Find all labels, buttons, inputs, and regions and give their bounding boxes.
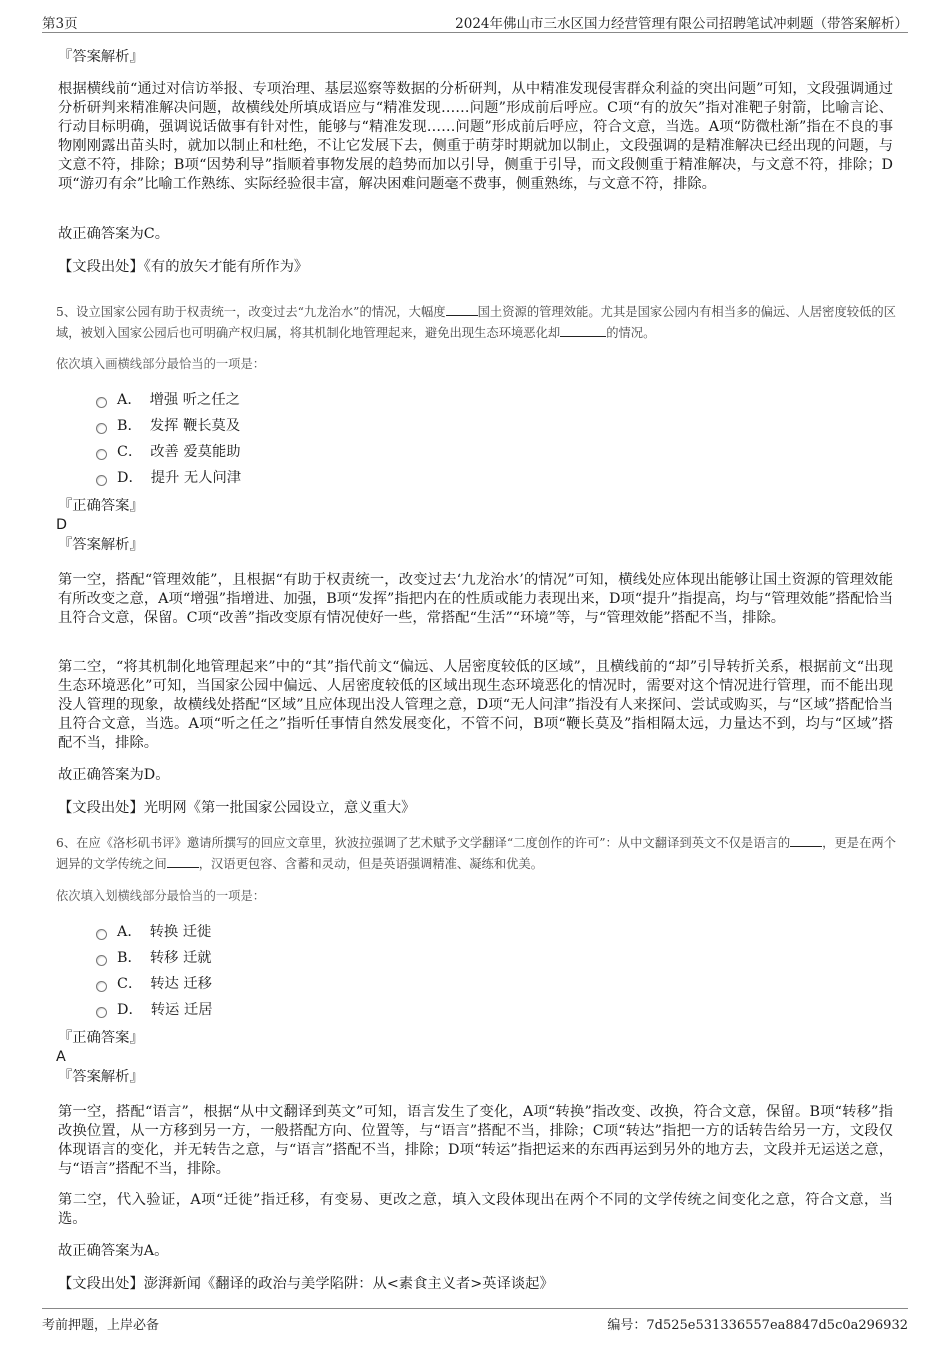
- q6-stem: 6、在应《洛杉矶书评》邀请所撰写的回应文章里，狄波拉强调了艺术赋予文学翻译“二度创作的许可”：从中文翻译到英文不仅是语言的 ，更是在两个迥异的文学传统之间 ，汉语更包容、含蓄和灵动，但是英语强调精准、凝练和优美。: [56, 836, 896, 871]
- radio-button-icon[interactable]: [96, 1007, 107, 1018]
- q5-option-a[interactable]: A． 增强 听之任之: [96, 389, 240, 411]
- q4-analysis-label: 『答案解析』: [58, 49, 144, 65]
- q6-blank-1: [790, 834, 822, 847]
- q6-option-d[interactable]: D． 转运 迁居: [96, 999, 213, 1021]
- q6-analysis-2: 第二空，代入验证，A项“迁徙”指迁移，有变易、更改之意，填入文段体现出在两个不同的文学传统之间变化之意，符合文意，当选。: [58, 1192, 893, 1227]
- q5-option-d[interactable]: D． 提升 无人问津: [96, 467, 241, 489]
- q6-prompt: 依次填入划横线部分最恰当的一项是：: [56, 889, 266, 903]
- q6-analysis-label: 『答案解析』: [58, 1069, 144, 1085]
- radio-button-icon[interactable]: [96, 475, 107, 486]
- page-footer: [42, 1308, 908, 1335]
- q5-stem: 5、设立国家公园有助于权责统一，改变过去“九龙治水”的情况，大幅度 国土资源的管理效能。尤其是国家公园内有相当多的偏远、人居密度较低的区域，被划入国家公园后也可明确产权归属，将其机制化地管理起来，避免出现生态环境恶化却 的情况。: [56, 305, 896, 340]
- radio-button-icon[interactable]: [96, 955, 107, 966]
- q6-option-a[interactable]: A． 转换 迁徙: [96, 921, 211, 943]
- q5-option-c[interactable]: C． 改善 爱莫能助: [96, 441, 241, 463]
- q5-conclusion: 故正确答案为D。: [58, 767, 170, 783]
- radio-button-icon[interactable]: [96, 397, 107, 408]
- q5-answer: D: [56, 517, 68, 533]
- q4-conclusion: 故正确答案为C。: [58, 226, 170, 242]
- radio-button-icon[interactable]: [96, 929, 107, 940]
- q5-analysis-2: 第二空，“将其机制化地管理起来”中的“其”指代前文“偏远、人居密度较低的区域”，且横线前的“却”引导转折关系，根据前文“出现生态环境恶化”可知，当国家公园中偏远、人居密度较低的区域出现生态环境恶化的情况时，需要对这个情况进行管理，而不能出现没人管理的现象，故横线处搭配“区域”且应体现出没人管理之意，D项“无人问津”指没有人来探问、尝试或购买，与“区域”搭配恰当且符合文意，当选。A项“听之任之”指听任事情自然发展变化，不管不问，B项“鞭长莫及”指相隔太远，力量达不到，均与“区域”搭配不当，排除。: [58, 659, 893, 751]
- q4-source: 【文段出处】《有的放矢才能有所作为》: [58, 259, 309, 275]
- q6-source: 【文段出处】澎湃新闻《翻译的政治与美学陷阱：从<素食主义者>英译谈起》: [58, 1276, 554, 1292]
- footer-code: 编号：7d525e531336557ea8847d5c0a296932: [607, 1318, 908, 1333]
- q5-prompt: 依次填入画横线部分最恰当的一项是：: [56, 357, 266, 371]
- q5-answer-label: 『正确答案』: [58, 498, 144, 514]
- q6-blank-2: [167, 855, 199, 868]
- q6-analysis-1: 第一空，搭配“语言”，根据“从中文翻译到英文”可知，语言发生了变化，A项“转换”指改变、改换，符合文意，保留。B项“转移”指改换位置，从一方移到另一方，一般搭配方向、位置等，与“语言”搭配不当，排除；C项“转达”指把一方的话转告给另一方，文段仅体现语言的变化，并无转告之意，与“语言”搭配不当，排除；D项“转运”指把运来的东西再运到另外的地方去，文段并无运送之意，与“语言”搭配不当，排除。: [58, 1104, 893, 1177]
- q5-analysis-label: 『答案解析』: [58, 537, 144, 553]
- q5-blank-1: [446, 303, 478, 316]
- q4-analysis-text: 根据横线前“通过对信访举报、专项治理、基层巡察等数据的分析研判，从中精准发现侵害群众利益的突出问题”可知，文段强调通过分析研判来精准解决问题，故横线处所填成语应与“精准发现……问题”形成前后呼应。C项“有的放矢”指对准靶子射箭，比喻言论、行动目标明确，强调说话做事有针对性，能够与“精准发现……问题”形成前后呼应，符合文意，当选。A项“防微杜渐”指在不良的事物刚刚露出苗头时，就加以制止和杜绝，不让它发展下去，侧重于萌芽时期就加以制止，文段强调的是精准解决已经出现的问题，与文意不符，排除；B项“因势利导”指顺着事物发展的趋势而加以引导，侧重于引导，而文段侧重于精准解决，与文意不符，排除；D项“游刃有余”比喻工作熟练、实际经验很丰富，解决困难问题毫不费事，侧重熟练，与文意不符，排除。: [58, 81, 893, 192]
- document-title: 2024年佛山市三水区国力经营管理有限公司招聘笔试冲刺题（带答案解析）: [455, 16, 908, 32]
- q5-blank-2: [560, 324, 606, 337]
- radio-button-icon[interactable]: [96, 981, 107, 992]
- q6-conclusion: 故正确答案为A。: [58, 1243, 169, 1259]
- q5-analysis-1: 第一空，搭配“管理效能”，且根据“有助于权责统一，改变过去‘九龙治水’的情况”可知，横线处应体现出能够让国土资源的管理效能有所改变之意，A项“增强”指增进、加强，B项“发挥”指把内在的性质或能力表现出来，D项“提升”指提高，均与“管理效能”搭配恰当且符合文意，保留。C项“改善”指改变原有情况使好一些，常搭配“生活”“环境”等，与“管理效能”搭配不当，排除。: [58, 572, 893, 626]
- q6-option-c[interactable]: C． 转达 迁移: [96, 973, 212, 995]
- radio-button-icon[interactable]: [96, 423, 107, 434]
- q6-answer: A: [56, 1049, 66, 1065]
- q5-option-b[interactable]: B． 发挥 鞭长莫及: [96, 415, 240, 437]
- q6-option-b[interactable]: B． 转移 迁就: [96, 947, 212, 969]
- q5-source: 【文段出处】光明网《第一批国家公园设立，意义重大》: [58, 800, 416, 816]
- page-number: 第3页: [42, 16, 78, 32]
- q6-answer-label: 『正确答案』: [58, 1030, 144, 1046]
- radio-button-icon[interactable]: [96, 449, 107, 460]
- page-header: [42, 10, 908, 33]
- footer-slogan: 考前押题，上岸必备: [42, 1318, 160, 1333]
